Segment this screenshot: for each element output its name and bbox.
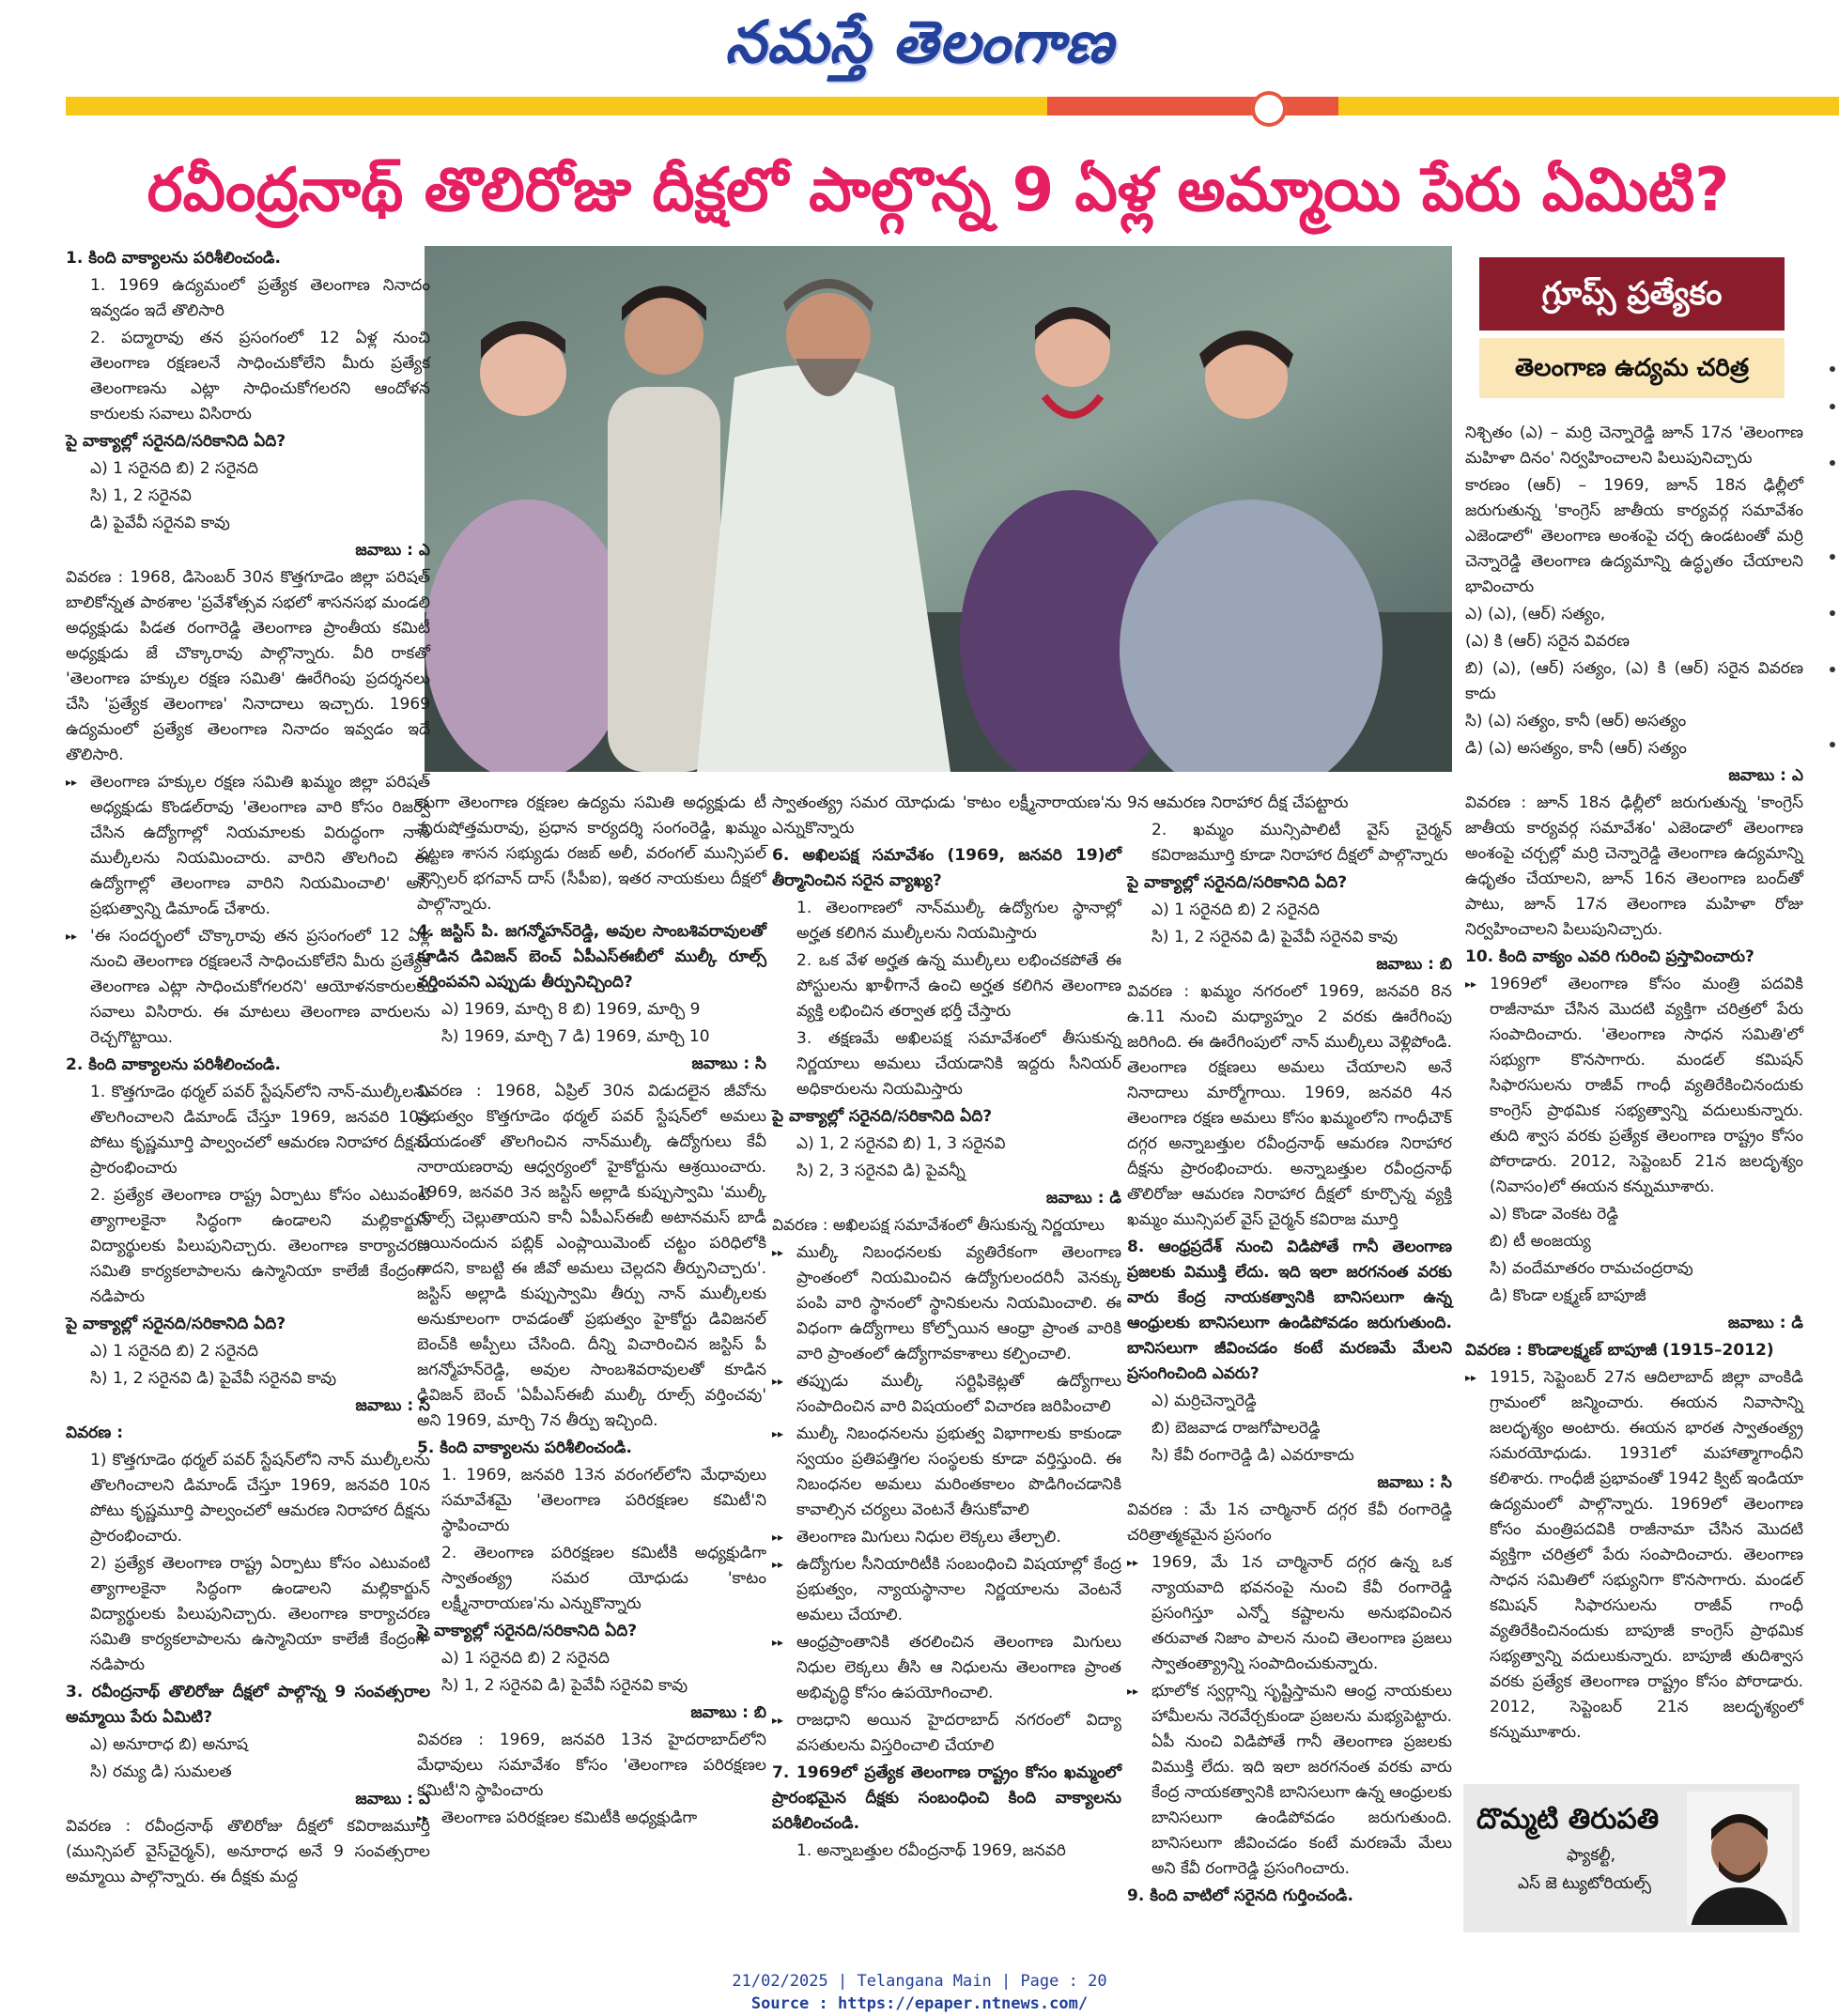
column-4 [1127,791,1452,1911]
option-ab: ఎ) అనూరాధ బి) అనూష [90,1735,248,1754]
bullet-paragraph: ▸▸ తెలంగాణ హక్కుల రక్షణ సమితి ఖమ్మం జిల్లా పరిషత్ అధ్యక్షుడు కొండల్‌రావు 'తెలంగాణ వారి కోసం రిజర్వ్ చేసిన ఉద్యోగాల్లో నియమాలకు విరుద్ధంగా నాన్ ముల్కీలను నియమించారు. వారిని తొలగించి ఈ ఉద్యోగాల్లో తెలంగాణ వారిని నియమించాలి' అని ప్రభుత్వాన్ని డిమాండ్ చేశారు. [66,770,430,922]
explanation: వివరణ : 1969, జనవరి 13న హైదరాబాద్‌లోని మేధావులు సమావేశం కోసం 'తెలంగాణ పరిరక్షణల కమిటీ'ని స్థాపించారు [417,1731,766,1800]
option-d: డి) కొండా లక్ష్మణ్ బాపూజీ [1490,1286,1646,1305]
explanation-point: 2) ప్రత్యేక తెలంగాణ రాష్ట్ర ఏర్పాటు కోసం ఎటువంటి త్యాగాలకైనా సిద్ధంగా ఉండాలని మల్లికార్జున్ విద్యార్థులకు పిలుపునిచ్చారు. తెలంగాణ కార్యాచరణ సమితి కార్యకలాపాలను ఉస్మానియా కాలేజీ కేంద్రంగా నడిపారు [90,1554,430,1674]
author-role: ఫ్యాకల్టీ, [1567,1846,1616,1865]
explanation: వివరణ : మే 1న చార్మినార్ దగ్గర కేవీ రంగారెడ్డి చరిత్రాత్మకమైన ప్రసంగం [1127,1500,1452,1545]
option-d: డి) (ఎ) అసత్యం, కానీ (ఆర్) సత్యం [1465,739,1687,758]
bullet-mark [1830,460,1835,466]
answer: జవాబు : ఎ [1728,766,1803,785]
explanation: వివరణ : అఖిలపక్ష సమావేశంలో తీసుకున్న నిర్ణయాలు [772,1216,1105,1235]
column-2 [417,791,766,1833]
bullet-paragraph: ▸▸ 'ఈ సందర్భంలో చొక్కారావు తన ప్రసంగంలో 12 ఏళ్ల నుంచి తెలంగాణ రక్షణలనే సాధించుకోలేని మీరు ప్రత్యేక తెలంగాణ ఎట్లా సాధించుకోగలరని' ఆయోళనకారులకు సవాలు విసిరారు. ఈ మాటలు తెలంగాణ వారులను రెచ్చగొట్టాయి. [66,924,430,1051]
statement-2: 2. ప్రత్యేక తెలంగాణ రాష్ట్ర ఏర్పాటు కోసం ఎటువంటి త్యాగాలకైనా సిద్ధంగా ఉండాలని మల్లికార్జున్ విద్యార్థులకు పిలుపునిచ్చారు. తెలంగాణ కార్యాచరణ సమితి కార్యకలాపాలను ఉస్మానియా కాలేజీ కేంద్రంగా నడిపారు [90,1186,430,1306]
option-a-cont: (ఎ) కి (ఆర్) సరైన వివరణ [1465,632,1630,651]
author-name: దొమ్మటి తిరుపతి [1476,1803,1660,1836]
bullet-paragraph: ▸▸ 1915, సెప్టెంబర్ 27న ఆదిలాబాద్ జిల్లా వాంకిడి గ్రామంలో జన్మించారు. ఈయన నివాసాన్ని జలదృశ్యం అంటారు. ఈయన భారత స్వాతంత్య్ర సమరయోధుడు. 1931లో మహాత్మాగాంధీని కలిశారు. గాంధీజీ ప్రభావంతో 1942 క్విట్ ఇండియా ఉద్యమంలో పాల్గొన్నారు. 1969లో తెలంగాణ కోసం మంత్రిపదవికి రాజీనామా చేసిన మొదటి వ్యక్తిగా చరిత్రలో పేరు సంపాదించారు. తెలంగాణ సాధన సమితిలో సభ్యునిగా కొనసాగారు. మండల్ కమిషన్ సిఫారసులను రాజీవ్ గాంధీ వ్యతిరేకించినందుకు బాపూజీ కాంగ్రెస్ ప్రాథమిక సభ్యత్వాన్ని వదులుకున్నారు. బాపూజీ తుదిశ్వాస వరకు ప్రత్యేక తెలంగాణ రాష్ట్రం కోసం పోరాడారు. 2012, సెప్టెంబర్ 21న జలదృశ్యంలో కన్నుమూశారు. [1465,1365,1803,1746]
answer: జవాబు : సి [355,1396,430,1415]
option-cd: సి) 2, 3 సరైనవి డి) పైవన్నీ [796,1162,966,1180]
question-prompt: పై వాక్యాల్లో సరైనది/సరికానిది ఏది? [417,1622,638,1640]
option-a: ఎ) కొండా వెంకట రెడ్డి [1490,1205,1618,1223]
historic-photo [425,246,1452,772]
explanation-label: వివరణ : [66,1424,124,1442]
paragraph: 9న ఆమరణ నిరాహార దీక్ష చేపట్టారు [1127,793,1349,812]
question-5: 5. కింది వాక్యాలను పరిశీలించండి. [417,1439,632,1457]
answer: జవాబు : సి [1377,1473,1452,1492]
explanation-point: 1) కొత్తగూడెం థర్మల్ పవర్ స్టేషన్‌లోని నాన్ ముల్కీలను తొలగించాలని డిమాండ్ చేస్తూ 1969, జనవరి 10న పోటు కృష్ణమూర్తి పాల్వంచలో ఆమరణ నిరాహార దీక్షను ప్రారంభించారు. [90,1451,430,1546]
question-10: 10. కింది వాక్యం ఎవరి గురించి ప్రస్తావించారు? [1465,947,1754,966]
answer: జవాబు : సి [691,1054,766,1073]
question-prompt: పై వాక్యాల్లో సరైనది/సరికానిది ఏది? [772,1107,993,1126]
explanation: వివరణ : ఖమ్మం నగరంలో 1969, జనవరి 8న ఉ.11 నుంచి మధ్యాహ్నం 2 వరకు ఊరేగింపు జరిగింది. ఈ ఊరేగింపులో నాన్ ముల్కీలు వెళ్లిపోండి. తెలంగాణ రక్షణలు అమలు చేయాలని అనే నినాదాలు మార్మోగాయి. 1969, జనవరి 4న తెలంగాణ రక్షణ అమలు కోసం ఖమ్మంలోని గాంధీచౌక్ దగ్గర అన్నాబత్తుల రవీంద్రనాథ్ ఆమరణ నిరాహార దీక్షను ప్రారంభించారు. అన్నాబత్తుల రవీంద్రనాథ్ తొలిరోజు ఆమరణ నిరాహార దీక్షలో కూర్చొన్న వ్యక్తి ఖమ్మం మున్సిపల్ వైస్ చైర్మన్ కవిరాజ మూర్తి [1127,982,1452,1229]
page-footer [0,1970,1839,2015]
statement-1: 1. 1969, జనవరి 13న వరంగల్‌లోని మేధావులు సమావేశమై 'తెలంగాణ పరిరక్షణల కమిటీ'ని స్థాపించారు [441,1466,766,1535]
answer: జవాబు : బి [690,1703,766,1722]
option-cd: సి) కేవీ రంగారెడ్డి డి) ఎవరూకాదు [1151,1446,1354,1465]
paragraph: స్వాతంత్య్ర సమర యోధుడు 'కాటం లక్ష్మీనారాయణ'ను ఎన్నుకొన్నారు [772,793,1121,838]
paragraph: తుగా తెలంగాణ రక్షణల ఉద్యమ సమితి అధ్యక్షుడు టీ పురుషోత్తమరావు, ప్రధాన కార్యదర్శి సంగంరెడ్డి, ఖమ్మం పట్టణ శాసన సభ్యుడు రజబ్ అలీ, వరంగల్ మున్సిపల్ కౌన్సిలర్ భగవాన్ దాస్ (సీపీఐ), ఇతర నాయకులు దీక్షలో పాల్గొన్నారు. [417,793,766,914]
bullet-mark [1830,610,1835,616]
option-a: ఎ) మర్రిచెన్నారెడ్డి [1151,1392,1257,1410]
answer: జవాబు : డి [1045,1189,1121,1208]
section-subtitle: తెలంగాణ ఉద్యమ చరిత్ర [1479,338,1785,398]
explanation: వివరణ : రవీంద్రనాథ్ తొలిరోజు దీక్షలో కవిరాజమూర్తి (మున్సిపల్ వైస్‌చైర్మన్), అనూరాధ అనే 9 సంవత్సరాల అమ్మాయి పాల్గొన్నారు. ఈ దీక్షకు మద్ద [66,1817,430,1886]
top-color-bar [66,97,1839,115]
statement-3: 3. తక్షణమే అఖిలపక్ష సమావేశంలో తీసుకున్న నిర్ణయాలు అమలు చేయడానికి ఇద్దరు సీనియర్ అధికారులను నియమిస్తారు [796,1029,1121,1099]
option-b: బి) (ఎ), (ఆర్) సత్యం, (ఎ) కి (ఆర్) సరైన వివరణ కాదు [1465,659,1803,703]
question-prompt: పై వాక్యాల్లో సరైనది/సరికానిది ఏది? [1127,873,1348,892]
top-color-bar-red [1047,97,1338,115]
column-1-top [66,246,430,770]
statement-2: 2. పద్మారావు తన ప్రసంగంలో 12 ఏళ్ల నుంచి తెలంగాణ రక్షణలనే సాధించుకోలేని మీరు ప్రత్యేక తెలంగాణను ఎట్లా సాధించుకోగలరని ఆందోళన కారులకు సవాలు విసిరారు [90,329,430,423]
option-d: డి) పైవేవీ సరైనవి కావు [90,514,230,532]
bullet-paragraph: ▸▸ ముల్కీ నిబంధనలను ప్రభుత్వ విభాగాలకు కాకుండా స్వయం ప్రతిపత్తిగల సంస్థలకు కూడా వర్తిస్తుంది. ఈ నిబంధనల అమలు మరింతకాలం పొడిగించడానికి కావాల్సిన చర్యలు వెంటనే తీసుకోవాలి [772,1422,1121,1523]
question-prompt: పై వాక్యాల్లో సరైనది/సరికానిది ఏది? [66,1315,286,1333]
statement-1: 1. కొత్తగూడెం థర్మల్ పవర్ స్టేషన్‌లోని నాన్-ముల్కీలను తొలగించాలని డిమాండ్ చేస్తూ 1969, జనవరి 10న పోటు కృష్ణమూర్తి పాల్వంచలో ఆమరణ నిరాహార దీక్షను ప్రారంభించారు [90,1083,430,1177]
statement-1: 1. 1969 ఉద్యమంలో ప్రత్యేక తెలంగాణ నినాదం ఇవ్వడం ఇదే తొలిసారి [90,276,430,320]
option-c: సి) 1, 2 సరైనవి [90,486,192,505]
explanation: వివరణ : జూన్ 18న ఢిల్లీలో జరుగుతున్న 'కాంగ్రెస్ జాతీయ కార్యవర్గ సమావేశం' ఎజెండాలో తెలంగాణ అంశంపై చర్చల్లో మర్రి చెన్నారెడ్డి తెలంగాణ ఉద్యమాన్ని ఉధృతం చేయాలని, జూన్ 16న తెలంగాణ బంద్‌తో పాటు, జూన్ 17న తెలంగాణ మహిళా రోజు నిర్వహించాలని పిలుపునిచ్చారు. [1465,793,1803,939]
footer-date-page: 21/02/2025 | Telangana Main | Page : 20 [732,1972,1107,1991]
bullet-paragraph: ▸▸ ఉద్యోగుల సీనియారిటీకి సంబంధించి విషయాల్లో కేంద్ర ప్రభుత్వం, న్యాయస్థానాల నిర్ణయాలను వెంటనే అమలు చేయాలి. [772,1552,1121,1628]
bullet-mark [1830,404,1835,409]
option-cd: సి) 1, 2 సరైనవి డి) పైవేవీ సరైనవి కావు [90,1369,337,1388]
option-cd: సి) రమ్య డి) సుమలత [90,1762,232,1781]
option-ab: ఎ) 1, 2 సరైనవి బి) 1, 3 సరైనవి [796,1134,1006,1153]
question-4: 4. జస్టిస్ పి. జగన్మోహన్‌రెడ్డి, అవుల సాంబశివరావులతో కూడిన డివిజన్ బెంచ్ ఏపీఎస్‌ఈబీలో ముల్కీ రూల్స్ వర్తింపవని ఎప్పుడు తీర్పునిచ్చింది? [417,922,766,992]
column-1-bottom [66,770,430,1892]
question-8: 8. ఆంధ్రప్రదేశ్ నుంచి విడిపోతే గానీ తెలంగాణ ప్రజలకు విముక్తి లేదు. ఇది ఇలా జరగనంత వరకు వారు కేంద్ర నాయకత్వానికి బానిసలుగా ఉన్న ఆంధ్రులకు బానిసలుగా ఉండిపోవడం జరుగుతుంది. బానిసలుగా జీవించడం కంటే మరణమే మేలని ప్రసంగించింది ఎవరు? [1127,1238,1452,1383]
bullet-paragraph: ▸▸ తెలంగాణ పరిరక్షణల కమిటీకి అధ్యక్షుడిగా [417,1806,766,1831]
statement-1: 1. అన్నాబత్తుల రవీంద్రనాథ్ 1969, జనవరి [796,1841,1066,1860]
question-prompt: పై వాక్యాల్లో సరైనది/సరికానిది ఏది? [66,432,286,451]
masthead [0,0,1839,94]
option-b: బి) టీ అంజయ్య [1490,1232,1591,1251]
bullet-mark [1830,667,1835,672]
option-b: బి) బెజవాడ రాజగోపాలరెడ్డి [1151,1419,1321,1438]
answer: జవాబు : ఎ [355,541,430,560]
reason: కారణం (ఆర్) – 1969, జూన్ 18న ఢిల్లీలో జరుగుతున్న 'కాంగ్రెస్ జాతీయ కార్యవర్గ సమావేశం ఎజెండాలో' తెలంగాణ అంశంపై చర్చ ఉండటంతో మర్రి చెన్నారెడ్డి తెలంగాణ ఉద్యమాన్ని ఉద్ధృతం చేయాలని భావించారు [1465,476,1803,596]
option-c: సి) వందేమాతరం రామచంద్రరావు [1490,1259,1693,1278]
answer: జవాబు : బి [1376,955,1452,974]
question-7: 7. 1969లో ప్రత్యేక తెలంగాణ రాష్ట్రం కోసం ఖమ్మంలో ప్రారంభమైన దీక్షకు సంబంధించి కింది వాక్యాలను పరిశీలించండి. [772,1763,1121,1833]
option-ab: ఎ) 1969, మార్చి 8 బి) 1969, మార్చి 9 [441,1000,701,1019]
bullet-paragraph: ▸▸ 1969లో తెలంగాణ కోసం మంత్రి పదవికి రాజీనామా చేసిన మొదటి వ్యక్తిగా చరిత్రలో పేరు సంపాదించారు. 'తెలంగాణ సాధన సమితి'లో సభ్యుగా కొనసాగారు. మండల్ కమిషన్ సిఫారసులను రాజీవ్ గాంధీ వ్యతిరేకించినందుకు కాంగ్రెస్ ప్రాథమిక సభ్యత్వాన్ని వదులుకున్నారు. తుది శ్వాస వరకు ప్రత్యేక తెలంగాణ రాష్ట్రం కోసం పోరాడారు. 2012, సెప్టెంబర్ 21న జలదృశ్యం (నివాసం)లో ఈయన కన్నుమూశారు. [1465,972,1803,1200]
explanation-title: వివరణ : కొండాలక్ష్మణ్ బాపూజీ (1915–2012) [1465,1341,1774,1360]
question-3: 3. రవీంద్రనాథ్ తొలిరోజు దీక్షలో పాల్గొన్న 9 సంవత్సరాల అమ్మాయి పేరు ఏమిటి? [66,1683,430,1727]
column-3 [772,791,1121,1866]
question-9: 9. కింది వాటిలో సరైనది గుర్తించండి. [1127,1886,1353,1905]
question-1: 1. కింది వాక్యాలను పరిశీలించండి. [66,249,281,268]
bar-ornament [1251,91,1287,127]
bullet-paragraph: ▸▸ భూలోక స్వర్గాన్ని సృష్టిస్తామని ఆంధ్ర నాయకులు హామీలను నెరవేర్చకుండా ప్రజలను మభ్యపెట్టారు. ఏపీ నుంచి విడిపోతే గానీ తెలంగాణ ప్రజలకు విముక్తి లేదు. ఇది ఇలా జరగనంత వరకు వారు కేంద్ర నాయకత్వానికి బానిసలుగా ఉన్న ఆంధ్రులకు బానిసలుగా ఉండిపోవడం జరుగుతుంది. బానిసలుగా జీవించడం కంటే మరణమే మేలు అని కేవీ రంగారెడ్డి ప్రసంగించారు. [1127,1679,1452,1882]
option-a: ఎ) (ఎ), (ఆర్) సత్యం, [1465,605,1606,623]
bullet-paragraph: ▸▸ తప్పుడు ముల్కీ సర్టిఫికెట్లతో ఉద్యోగాలు సంపాదించిన వారి విషయంలో విచారణ జరిపించాలి [772,1369,1121,1420]
bullet-mark [1830,554,1835,560]
bullet-mark [1830,742,1835,747]
adjacent-column-edge [1826,141,1839,1972]
answer: జవాబు : డి [1727,1314,1803,1332]
explanation: వివరణ : 1968, ఏప్రిల్ 30న విడుదలైన జీవోను ప్రభుత్వం కొత్తగూడెం థర్మల్ పవర్ స్టేషన్‌లో అమలు చేయడంతో తొలగించిన నాన్‌ముల్కీ ఉద్యోగులు కేవీ నారాయణరావు ఆధ్వర్యంలో హైకోర్టును ఆశ్రయించారు. 1969, జనవరి 3న జస్టిస్ అల్లాడి కుప్పుస్వామి 'ముల్కీ రూల్స్ చెల్లుతాయని కానీ ఏపీఎస్‌ఈబీ అటానమస్ బాడీ అయినందున పబ్లిక్ ఎంప్లాయిమెంట్ చట్టం పరిధిలోకి రాదని, కాబట్టి ఈ జీవో అమలు చెల్లదని తీర్పునిచ్చారు'. జస్టిస్ అల్లాడి కుప్పుస్వామి తీర్పు నాన్ ముల్కీలకు అనుకూలంగా రావడంతో ప్రభుత్వం హైకోర్టు డివిజనల్ బెంచ్‌కి అప్పీలు చేసింది. దీన్ని విచారించిన జస్టిస్ పీ జగన్మోహన్‌రెడ్డి, అవుల సాంబశివరావులతో కూడిన డివిజన్ బెంచ్ 'ఏపీఎస్‌ఈబీ ముల్కీ రూల్స్ వర్తించవు' అని 1969, మార్చి 7న తీర్పు ఇచ్చింది. [417,1082,766,1430]
question-6: 6. అఖిలపక్ష సమావేశం (1969, జనవరి 19)లో తీర్మానించిన సరైన వ్యాఖ్య? [772,846,1121,890]
newspaper-logo: నమస్తే తెలంగాణ [724,8,1115,76]
column-5 [1465,421,1803,1747]
option-ab: ఎ) 1 సరైనది బి) 2 సరైనది [441,1649,610,1668]
bullet-paragraph: ▸▸ ఆంధ్రప్రాంతానికి తరలించిన తెలంగాణ మిగులు నిధుల లెక్కలు తీసి ఆ నిధులను తెలంగాణ ప్రాంత అభివృద్ధి కోసం ఉపయోగించాలి. [772,1630,1121,1706]
author-photo [1687,1792,1792,1925]
option-cd: సి) 1, 2 సరైనవి డి) పైవేవీ సరైనవి కావు [1151,928,1399,946]
author-institute: ఎస్ జె ట్యుటోరియల్స్ [1518,1874,1652,1893]
answer: జవాబు : ఎ [355,1790,430,1808]
statement-2: 2. తెలంగాణ పరిరక్షణల కమిటీకి అధ్యక్షుడిగా స్వాతంత్య్ర సమర యోధుడు 'కాటం లక్ష్మీనారాయణ'ను ఎన్నుకొన్నారు [441,1544,766,1613]
question-2: 2. కింది వాక్యాలను పరిశీలించండి. [66,1055,281,1074]
footer-source-link[interactable]: Source : https://epaper.ntnews.com/ [750,1994,1089,2013]
statement-2: 2. ఖమ్మం మున్సిపాలిటీ వైస్ చైర్మన్ కవిరాజమూర్తి కూడా నిరాహార దీక్షలో పాల్గొన్నారు [1151,821,1452,865]
option-cd: సి) 1969, మార్చి 7 డి) 1969, మార్చి 10 [441,1027,710,1046]
bullet-mark [1830,366,1835,372]
author-box [1463,1784,1800,1932]
groups-special-badge: గ్రూప్స్ ప్రత్యేకం [1479,257,1785,331]
statement-1: 1. తెలంగాణలో నాన్‌ముల్కీ ఉద్యోగుల స్థానాల్లో అర్హత కలిగిన ముల్కీలను నియమిస్తారు [796,899,1121,943]
bullet-paragraph: ▸▸ తెలంగాణ మిగులు నిధుల లెక్కలు తేల్చాలి. [772,1525,1121,1550]
bullet-paragraph: ▸▸ ముల్కీ నిబంధనలకు వ్యతిరేకంగా తెలంగాణ ప్రాంతంలో నియమించిన ఉద్యోగులందరినీ వెనక్కు పంపి వారి స్థానంలో స్థానికులను నియమించాలి. ఈ విధంగా ఉద్యోగాలు కోల్పోయిన ఆంధ్రా ప్రాంత వారికి వారి ప్రాంతంలో ఉద్యోగావకాశాలు కల్పించాలి. [772,1240,1121,1367]
bullet-paragraph: ▸▸ 1969, మే 1న చార్మినార్ దగ్గర ఉన్న ఒక న్యాయవాది భవనంపై నుంచి కేవీ రంగారెడ్డి ప్రసంగిస్తూ ఎన్నో కష్టాలను అనుభవించిన తరువాత నిజాం పాలన నుంచి తెలంగాణ ప్రజలు స్వాతంత్య్రాన్ని సంపాదించుకున్నారు. [1127,1550,1452,1677]
headline: రవీంద్రనాథ్ తొలిరోజు దీక్షలో పాల్గొన్న 9 ఏళ్ల అమ్మాయి పేరు ఏమిటి? [147,156,1730,225]
statement-2: 2. ఒక వేళ అర్హత ఉన్న ముల్కీలు లభించకపోతే ఈ పోస్టులను ఖాళీగానే ఉంచి అర్హత కలిగిన తెలంగాణ వ్యక్తి లభించిన తర్వాత భర్తీ చేస్తారు [796,951,1121,1021]
option-cd: సి) 1, 2 సరైనవి డి) పైవేవీ సరైనవి కావు [441,1676,688,1695]
photo-illustration [425,246,1452,772]
explanation: వివరణ : 1968, డిసెంబర్ 30న కొత్తగూడెం జిల్లా పరిషత్ బాలికోన్నత పాఠశాల 'ప్రవేశోత్సవ సభలో శాసనసభ మండలి అధ్యక్షుడు పిడత రంగారెడ్డి తెలంగాణ ప్రాంతీయ కమిటీ అధ్యక్షుడు జే చొక్కారావు పాల్గొన్నారు. వీరి రాకతో 'తెలంగాణ హక్కుల రక్షణ సమితి' ఊరేగింపు ప్రదర్శనలు చేసి 'ప్రత్యేక తెలంగాణ' నినాదాలు ఇచ్చారు. 1969 ఉద్యమంలో ప్రత్యేక తెలంగాణ నినాదం ఇవ్వడం ఇదే తొలిసారి. [66,568,430,764]
bullet-paragraph: ▸▸ రాజధాని అయిన హైదరాబాద్ నగరంలో విద్యా వసతులను విస్తరించాలి చేయాలి [772,1708,1121,1759]
option-c: సి) (ఎ) సత్యం, కానీ (ఆర్) అసత్యం [1465,712,1687,731]
option-ab: ఎ) 1 సరైనది బి) 2 సరైనది [90,1342,259,1361]
option-ab: ఎ) 1 సరైనది బి) 2 సరైనది [1151,900,1321,919]
option-ab: ఎ) 1 సరైనది బి) 2 సరైనది [90,459,259,478]
assertion: నిశ్చితం (ఎ) – మర్రి చెన్నారెడ్డి జూన్ 17న 'తెలంగాణ మహిళా దినం' నిర్వహించాలని పిలుపునిచ్చారు [1465,423,1803,468]
